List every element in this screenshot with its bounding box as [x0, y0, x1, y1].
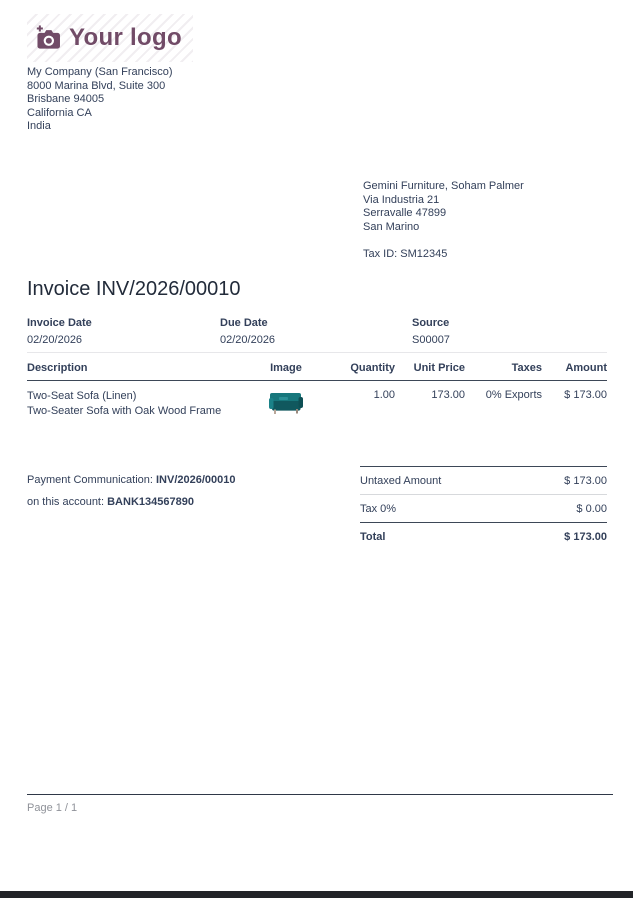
- page-footer: [27, 794, 613, 814]
- amount-value: $ 173.00: [564, 389, 607, 401]
- customer-address: [363, 180, 524, 262]
- product-name: Two-Seat Sofa (Linen): [27, 390, 137, 402]
- invoice-date-field: [27, 315, 92, 349]
- tax-value: $ 0.00: [576, 502, 607, 515]
- company-address-line: Brisbane 94005: [27, 93, 105, 106]
- payment-communication-value: INV/2026/00010: [156, 474, 236, 486]
- product-description-cell: [27, 381, 252, 420]
- header-unit-price: Unit Price: [395, 353, 465, 381]
- payment-account-line: [27, 492, 236, 514]
- header-image: Image: [252, 353, 320, 381]
- header-amount: Amount: [542, 353, 607, 381]
- company-address-line: My Company (San Francisco): [27, 66, 173, 78]
- page-number: Page 1 / 1: [27, 802, 78, 814]
- tax-row: [360, 494, 607, 522]
- product-subtitle: Two-Seater Sofa with Oak Wood Frame: [27, 404, 222, 417]
- company-address-line: India: [27, 120, 51, 133]
- viewport-bottom-bar: [0, 891, 633, 898]
- payment-account-value: BANK134567890: [107, 495, 194, 508]
- source-label: Source: [412, 317, 450, 329]
- company-logo: [27, 14, 193, 62]
- customer-tax-id: Tax ID: SM12345: [363, 247, 448, 260]
- due-date-value: 02/20/2026: [220, 334, 276, 346]
- product-image-cell: [252, 381, 320, 420]
- payment-communication-label: Payment Communication:: [27, 474, 156, 486]
- due-date-label: Due Date: [220, 317, 268, 329]
- untaxed-amount-label: Untaxed Amount: [360, 474, 442, 487]
- payment-communication-block: [27, 470, 236, 513]
- invoice-date-value: 02/20/2026: [27, 334, 83, 346]
- customer-address-line: Gemini Furniture, Soham Palmer: [363, 180, 524, 192]
- header-quantity: Quantity: [320, 353, 395, 381]
- company-address-line: California CA: [27, 106, 92, 119]
- header-taxes: Taxes: [465, 353, 542, 381]
- source-field: [412, 315, 450, 349]
- tax-label: Tax 0%: [360, 502, 397, 515]
- quantity-value: 1.00: [373, 389, 395, 401]
- total-row: [360, 522, 607, 550]
- total-label: Total: [360, 530, 386, 543]
- total-value: $ 173.00: [564, 530, 607, 543]
- payment-communication-line: [27, 470, 236, 492]
- table-header-row: [27, 353, 607, 381]
- company-address: [27, 66, 173, 134]
- taxes-value: 0% Exports: [485, 389, 542, 401]
- logo-text: Your logo: [69, 24, 182, 51]
- invoice-title: Invoice INV/2026/00010: [27, 278, 241, 300]
- table-row: [27, 381, 607, 420]
- teal-sofa-thumbnail: [266, 389, 306, 416]
- source-value: S00007: [412, 334, 450, 346]
- totals-block: [360, 466, 607, 550]
- line-items-table: [27, 352, 607, 419]
- camera-plus-icon: [35, 25, 62, 52]
- untaxed-amount-row: [360, 466, 607, 494]
- payment-account-label: on this account:: [27, 495, 108, 508]
- customer-address-line: San Marino: [363, 220, 420, 233]
- customer-address-line: Serravalle 47899: [363, 207, 447, 220]
- untaxed-amount-value: $ 173.00: [564, 474, 607, 487]
- due-date-field: [220, 315, 275, 349]
- invoice-date-label: Invoice Date: [27, 317, 92, 329]
- header-description: Description: [27, 353, 252, 381]
- company-address-line: 8000 Marina Blvd, Suite 300: [27, 79, 166, 92]
- customer-address-line: Via Industria 21: [363, 193, 440, 206]
- unit-price-value: 173.00: [431, 389, 465, 401]
